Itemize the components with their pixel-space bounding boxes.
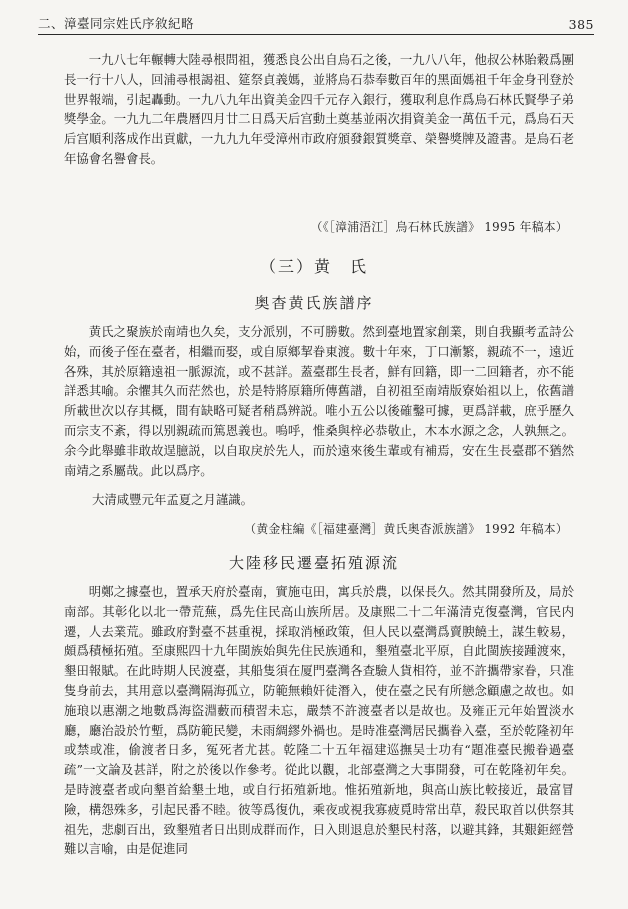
source-citation: （黄金柱編《［福建臺灣］黄氏奥杳派族譜》 1992 年稿本）: [244, 522, 568, 536]
article-title: 奥杳黄氏族譜序: [254, 294, 374, 312]
source-citation: （《［漳浦浯江］烏石林氏族譜》 1995 年稿本）: [310, 220, 568, 234]
running-header: [38, 12, 594, 32]
article-title: 大陸移民遷臺拓殖源流: [228, 554, 399, 572]
section-heading: （三）黄 氏: [259, 257, 368, 276]
closing-line: 大清咸豐元年孟夏之月謹識。: [92, 492, 254, 507]
header-rule: [38, 34, 594, 35]
chapter-title: 二、漳臺同宗姓氏序敘紀略: [38, 16, 195, 31]
paragraph: 黄氏之聚族於南靖也久矣，支分派别，不可勝數。然到臺地置家創業，則自我顯考孟詩公始，而後子侄在臺者，相繼而娶，或自原鄉挈眷東渡。數十年來，丁口漸繁，親疏不一，遠近各殊，其於原籍遠祖一脈源流，或不甚詳。蓋臺郡生長者，鮮有回籍，即一二回籍者，亦不能詳悉其喻。余懼其久而茫然也，於是特將原籍所傳舊譜，自初祖至南靖版寮始祖以上，依舊譜所載世次以存其概，間有缺略可疑者稍爲辨説。唯小五公以後確鑿可據，更爲詳載，庶乎歷久而宗支不紊，得以别親疏而篤恩義也。嗚呼，惟桑與梓必恭敬止，木本水源之念，人孰無之。余今此舉雖非敢故逞臆説，以自取戾於先人，而於遠來後生輩或有補焉，安在生長臺郡不猶然南靖之系屬哉。此以爲序。: [64, 324, 574, 478]
page-number: 385: [568, 17, 594, 32]
paragraph: 一九八七年輾轉大陸尋根問祖，獲悉良公出自烏石之後，一九八八年，他叔公林貽穀爲團長一行十八人，回浦尋根謁祖、筵祭貞義媽，並將烏石恭奉數百年的黑面媽祖千年金身刊登於世界報端，引起轟動。一九八九年出資美金四千元存入銀行，獲取利息作爲烏石林氏賢學子弟獎學金。一九九二年農曆四月廿二日爲天后宫動土奠基並兩次捐資美金一萬伍千元，爲烏石天后宫順利落成作出貢獻，一九九九年受漳州市政府頒發銀質獎章、榮譽獎牌及證書。是烏石老年協會名譽會長。: [64, 52, 574, 166]
paragraph: 明鄭之據臺也，置承天府於臺南，實施屯田，寓兵於農，以保長久。然其開發所及，局於南部。其彰化以北一帶荒蕪，爲先住民高山族所居。及康熙二十二年滿清克復臺灣，官民内遷，人去業荒。雖政府對臺不甚重視，採取消極政策，但人民以臺灣爲賣腴饒土，謀生較易，頗爲積極拓殖。至康熙四十九年閩族始與先住民族通和，墾殖臺北平原，自此閩族接踵渡來，墾田報賦。在此時期人民渡臺，其船隻須在厦門臺灣各查驗人貨相符，並不許攜帶家眷，只准隻身前去，其用意以臺灣隔海孤立，防範無賴奸徒潛入，使在臺之民有所戀念顧慮之故也。如施琅以惠潮之地數爲海盜淵藪而積習未忘，嚴禁不許渡臺者以是故也。及雍正元年始置淡水廳，廳治設於竹塹，爲防範民變，未雨綢繆外禍也。是時准臺灣居民攜眷入臺，至於乾隆初年或禁或准，偷渡者日多，冤死者尤甚。乾隆二十五年福建巡撫吴士功有“題准臺民搬眷過臺疏”一文論及甚詳，附之於後以作參考。從此以觀，北部臺灣之大事開發，可在乾隆初年矣。是時渡臺者或向墾首給墾土地，或自行拓殖新地。惟拓殖新地，與高山族比較接近，最富冒險，構怨殊多，引起民番不睦。彼等爲復仇，乘夜或視我寡疲覓時常出草，殺民取首以供祭其祖先，悲劇百出，致墾殖者日出則成群而作，日入則退息於墾民村落，以避其鋒，其艱鉅經營難以言喻，由是促進同: [64, 584, 574, 857]
